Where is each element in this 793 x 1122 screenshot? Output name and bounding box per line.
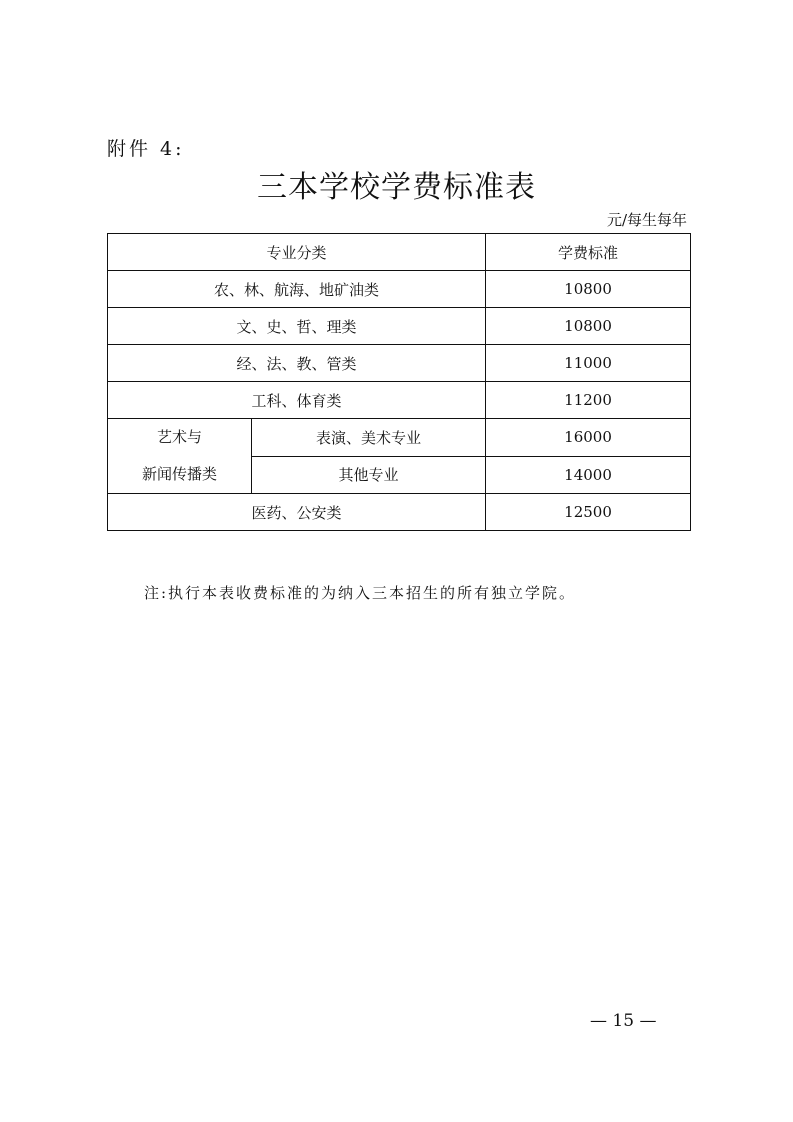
page-title: 三本学校学费标准表 — [257, 170, 536, 205]
group-category-cell — [108, 419, 252, 494]
table-row — [108, 419, 691, 457]
fee-cell: 10800 — [486, 271, 691, 308]
attachment-label: 附件 4: — [107, 138, 185, 160]
subcategory-cell: 表演、美术专业 — [252, 419, 486, 457]
category-cell: 文、史、哲、理类 — [108, 308, 486, 345]
fee-cell: 11200 — [486, 382, 691, 419]
table-row — [108, 345, 691, 382]
category-cell: 工科、体育类 — [108, 382, 486, 419]
fee-cell: 11000 — [486, 345, 691, 382]
fee-cell: 12500 — [486, 494, 691, 531]
group-name-line2: 新闻传播类 — [141, 465, 217, 483]
fee-cell: 14000 — [486, 456, 691, 494]
table-row — [108, 271, 691, 308]
unit-label: 元/每生每年 — [606, 211, 687, 229]
table-row — [108, 308, 691, 345]
fee-cell: 10800 — [486, 308, 691, 345]
table-header-row — [108, 234, 691, 271]
footnote: 注:执行本表收费标准的为纳入三本招生的所有独立学院。 — [144, 584, 577, 602]
header-category: 专业分类 — [108, 234, 486, 271]
category-cell: 农、林、航海、地矿油类 — [108, 271, 486, 308]
category-cell: 经、法、教、管类 — [108, 345, 486, 382]
category-cell: 医药、公安类 — [108, 494, 486, 531]
header-fee: 学费标准 — [486, 234, 691, 271]
subcategory-cell: 其他专业 — [252, 456, 486, 494]
group-name-line1: 艺术与 — [156, 428, 202, 446]
fee-cell: 16000 — [486, 419, 691, 457]
page-number: — 15 — — [590, 1011, 657, 1031]
table-row — [108, 382, 691, 419]
fee-table — [107, 233, 691, 531]
table-row — [108, 494, 691, 531]
